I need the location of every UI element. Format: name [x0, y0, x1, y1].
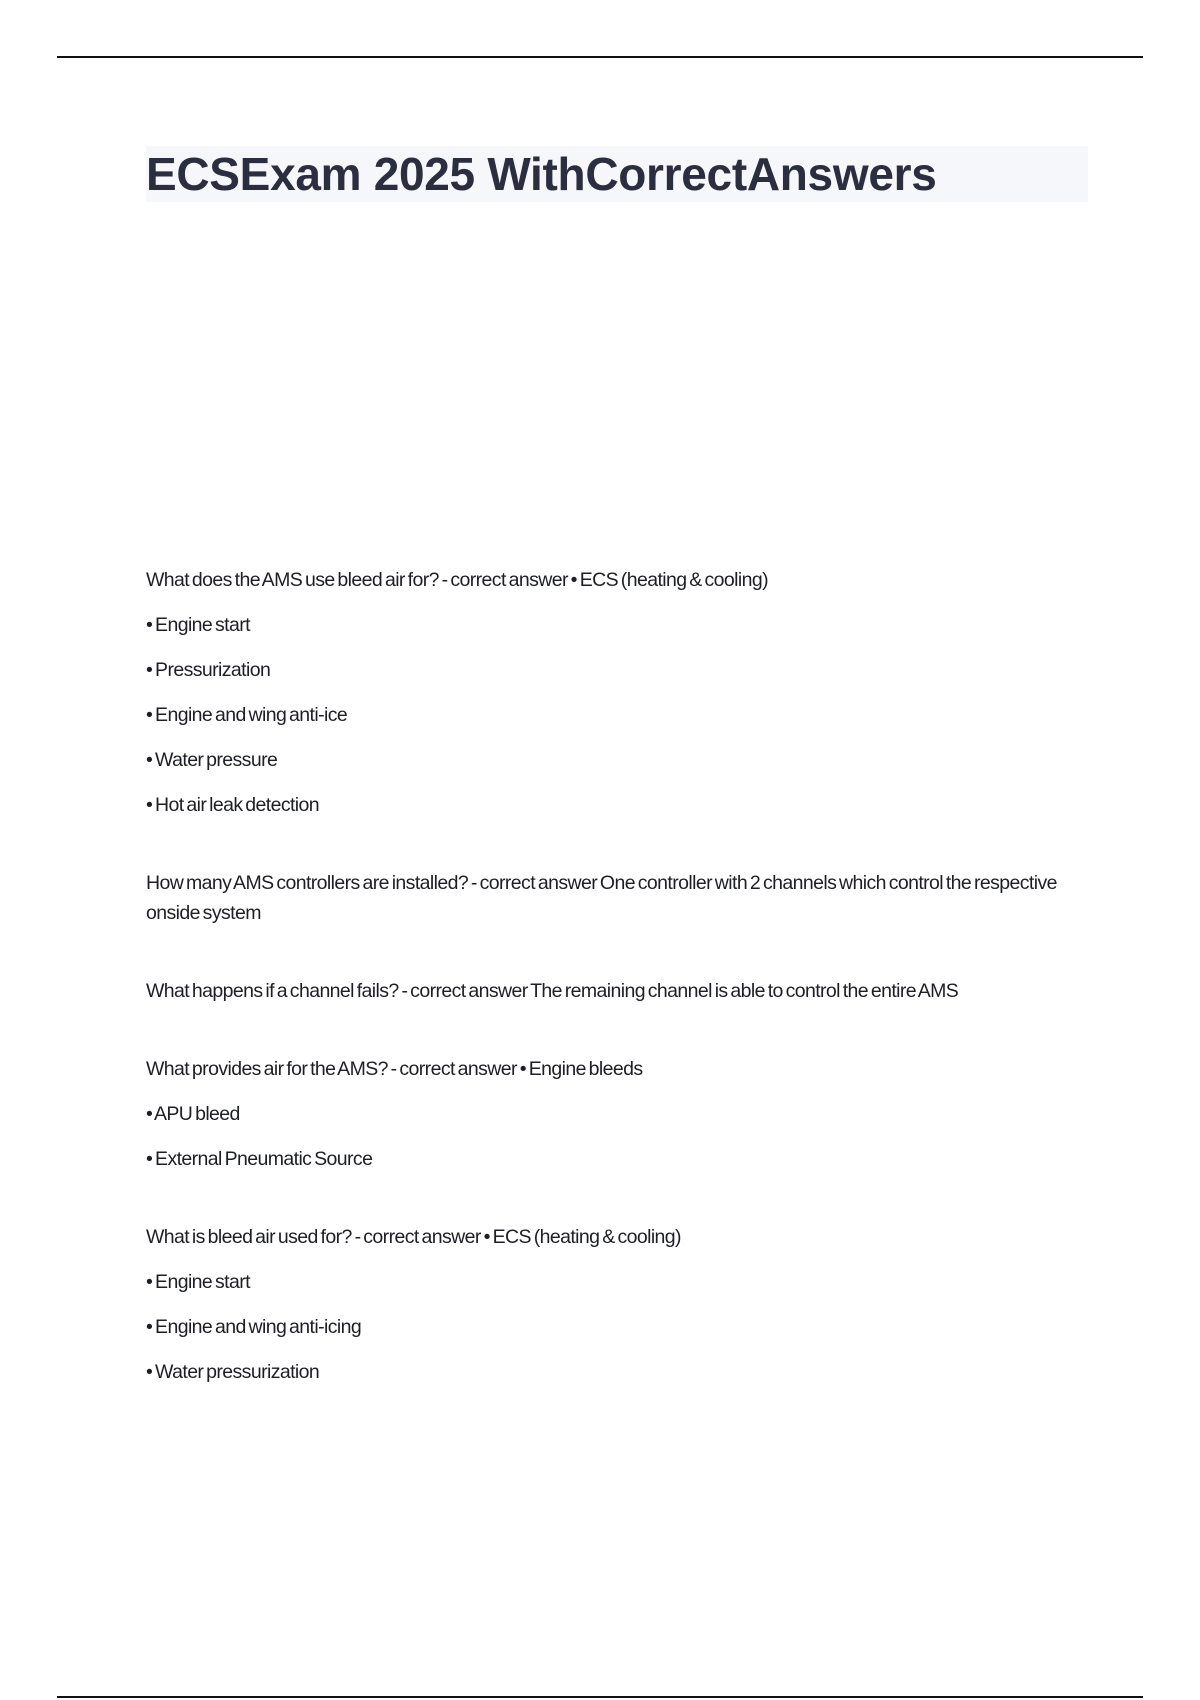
answer-bullet: • Water pressure — [146, 749, 278, 771]
qa-block — [146, 976, 1086, 1006]
answer-bullet: • APU bleed — [146, 1103, 240, 1125]
answer-bullet: • Engine and wing anti-icing — [146, 1316, 362, 1338]
page-title: ECSExam 2025 WithCorrectAnswers — [146, 148, 937, 200]
title-banner — [146, 146, 1088, 202]
qa-block — [146, 565, 1086, 820]
question-text: What is bleed air used for? - correct answer • ECS (heating & cooling) — [146, 1226, 681, 1248]
answer-bullet: • Engine start — [146, 614, 250, 636]
question-text: What does the AMS use bleed air for? - correct answer • ECS (heating & cooling) — [146, 569, 769, 591]
bottom-rule — [57, 1696, 1143, 1698]
qa-list — [146, 565, 1086, 1435]
answer-bullet: • Pressurization — [146, 659, 271, 681]
answer-bullet: • Water pressurization — [146, 1361, 320, 1383]
answer-bullet: • Engine and wing anti-ice — [146, 704, 348, 726]
answer-bullet: • External Pneumatic Source — [146, 1148, 373, 1170]
qa-block — [146, 1054, 1086, 1174]
answer-bullet: • Engine start — [146, 1271, 250, 1293]
qa-block — [146, 1222, 1086, 1387]
answer-bullet: • Hot air leak detection — [146, 794, 320, 816]
qa-block — [146, 868, 1086, 928]
question-text: What happens if a channel fails? - correct answer The remaining channel is able to control the entire AMS — [146, 980, 959, 1002]
question-text: How many AMS controllers are installed? - correct answer One controller with 2 channels which control the respective onside system — [146, 872, 1057, 924]
question-text: What provides air for the AMS? - correct answer • Engine bleeds — [146, 1058, 643, 1080]
top-rule — [57, 56, 1143, 58]
